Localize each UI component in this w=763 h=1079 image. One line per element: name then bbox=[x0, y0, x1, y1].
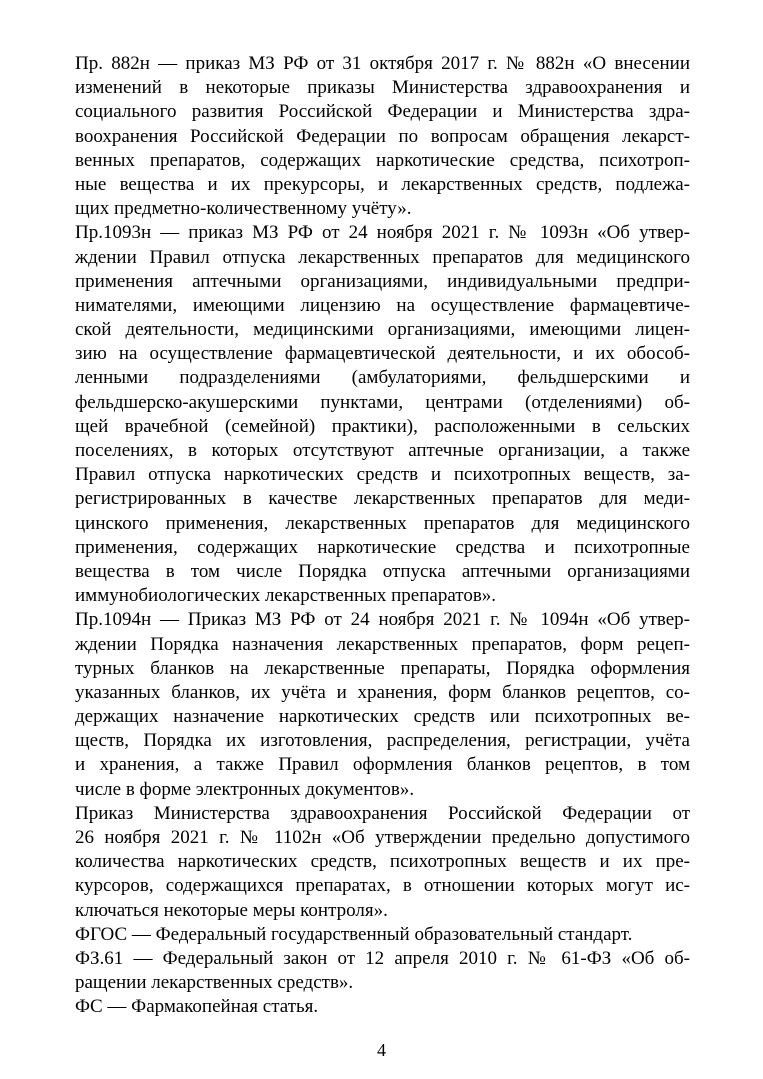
text-line: ключаться некоторые меры контроля». bbox=[75, 899, 388, 921]
entry-pr-1102n bbox=[75, 802, 690, 923]
text-line: держащих назначение наркотических средств или психотропных ве- bbox=[75, 706, 690, 728]
text-line: зию на осуществление фармацевтической деятельности, и их обособ- bbox=[75, 343, 690, 365]
text-line: ществ, Порядка их изготовления, распределения, регистрации, учёта bbox=[75, 730, 690, 752]
entry-fs bbox=[75, 995, 690, 1019]
text-line: Пр.1093н — приказ МЗ РФ от 24 ноября 2021 г. № 1093н «Об утвер- bbox=[75, 222, 690, 244]
text-line: Пр.1094н — Приказ МЗ РФ от 24 ноября 2021 г. № 1094н «Об утвер- bbox=[75, 609, 690, 631]
page-number: 4 bbox=[377, 1040, 386, 1060]
text-line: венных препаратов, содержащих наркотические средства, психотроп- bbox=[75, 149, 690, 171]
text-line: ные вещества и их прекурсоры, и лекарственных средств, подлежа- bbox=[75, 173, 690, 195]
text-line: ФС — Фармакопейная статья. bbox=[75, 996, 319, 1018]
text-line: ФГОС — Федеральный государственный образовательный стандарт. bbox=[75, 923, 633, 945]
text-line: 26 ноября 2021 г. № 1102н «Об утверждении предельно допустимого bbox=[75, 827, 690, 848]
text-line: применения, содержащих наркотические средства и психотропные bbox=[75, 536, 690, 558]
text-line: количества наркотических средств, психотропных веществ и их пре- bbox=[75, 851, 690, 873]
text-line: ждении Порядка назначения лекарственных препаратов, форм рецеп- bbox=[75, 633, 690, 655]
text-line: Пр. 882н — приказ МЗ РФ от 31 октября 2017 г. № 882н «О внесении bbox=[75, 53, 690, 74]
text-line: Правил отпуска наркотических средств и психотропных веществ, за- bbox=[75, 464, 690, 486]
text-line: ФЗ.61 — Федеральный закон от 12 апреля 2010 г. № 61-ФЗ «Об об- bbox=[75, 947, 690, 969]
text-line: ращении лекарственных средств». bbox=[75, 972, 354, 994]
text-line: числе в форме электронных документов». bbox=[75, 778, 415, 800]
text-line: турных бланков на лекарственные препараты, Порядка оформления bbox=[75, 657, 690, 679]
text-line: ленными подразделениями (амбулаториями, фельдшерскими и bbox=[75, 367, 690, 389]
text-line: щей врачебной (семейной) практики), расположенными в сельских bbox=[75, 415, 690, 437]
text-line: регистрированных в качестве лекарственных препаратов для меди- bbox=[75, 488, 690, 510]
text-line: поселениях, в которых отсутствуют аптечные организации, а также bbox=[75, 440, 690, 461]
text-line: нимателями, имеющими лицензию на осуществление фармацевтиче- bbox=[75, 294, 690, 316]
text-line: иммунобиологических лекарственных препаратов». bbox=[75, 585, 497, 607]
entry-pr-1094n bbox=[75, 608, 690, 802]
entry-fgos bbox=[75, 923, 690, 947]
entry-fz-61 bbox=[75, 947, 690, 995]
text-line: вещества в том числе Порядка отпуска аптечными организациями bbox=[75, 560, 690, 582]
entry-pr-1093n bbox=[75, 221, 690, 608]
text-line: курсоров, содержащихся препаратах, в отношении которых могут ис- bbox=[75, 875, 690, 897]
text-line: фельдшерско-акушерскими пунктами, центрами (отделениями) об- bbox=[75, 391, 690, 413]
text-line: Приказ Министерства здравоохранения Российской Федерации от bbox=[75, 802, 690, 824]
entry-pr-882n bbox=[75, 52, 690, 221]
text-line: цинского применения, лекарственных препаратов для медицинского bbox=[75, 512, 690, 534]
text-line: изменений в некоторые приказы Министерства здравоохранения и bbox=[75, 77, 690, 99]
text-line: воохранения Российской Федерации по вопросам обращения лекарст- bbox=[75, 125, 690, 147]
text-line: и хранения, а также Правил оформления бланков рецептов, в том bbox=[75, 754, 690, 776]
text-line: ской деятельности, медицинскими организациями, имеющими лицен- bbox=[75, 319, 690, 341]
text-line: социального развития Российской Федерации и Министерства здра- bbox=[75, 101, 690, 123]
text-line: щих предметно-количественному учёту». bbox=[75, 198, 412, 220]
document-body bbox=[75, 52, 690, 1020]
text-line: ждении Правил отпуска лекарственных препаратов для медицинского bbox=[75, 246, 690, 268]
text-line: указанных бланков, их учёта и хранения, форм бланков рецептов, со- bbox=[75, 681, 690, 703]
text-line: применения аптечными организациями, индивидуальными предпри- bbox=[75, 270, 690, 292]
